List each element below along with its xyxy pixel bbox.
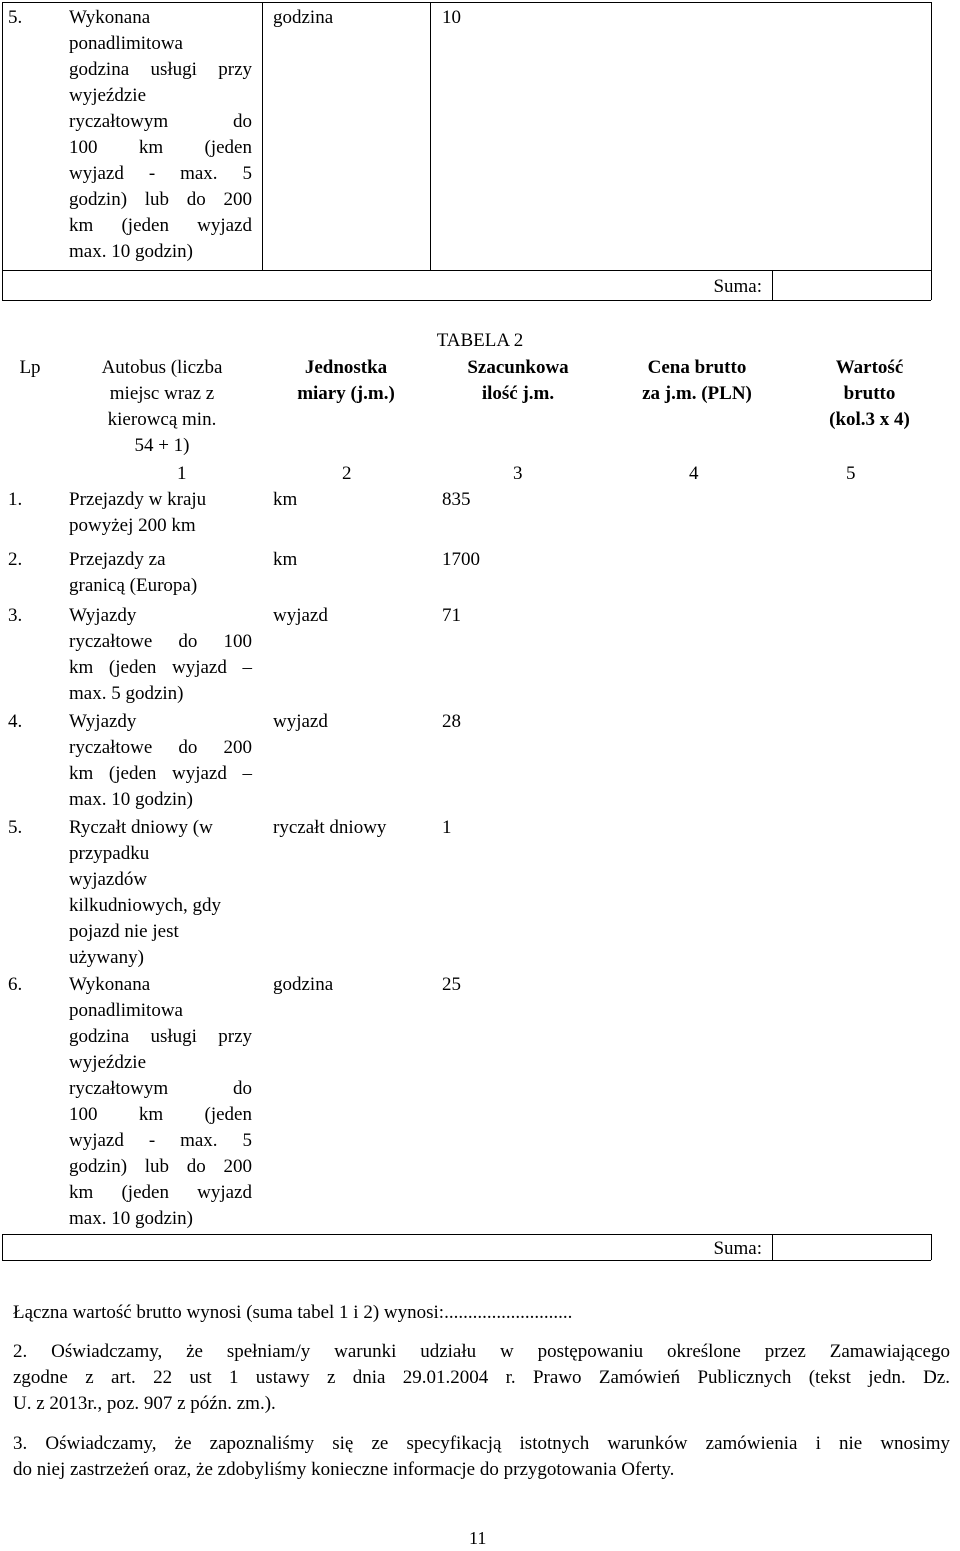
top-row-quantity: 10 [442, 7, 461, 28]
header-value: Wartość brutto (kol.3 x 4) [829, 357, 910, 430]
top-row-unit: godzina [273, 7, 334, 28]
row-1-quantity: 835 [442, 489, 471, 510]
table-2-sum-label: Suma: [713, 1238, 762, 1259]
row-2-quantity: 1700 [442, 549, 480, 570]
row-6-unit: godzina [273, 974, 334, 995]
row-3-unit: wyjazd [273, 605, 328, 626]
row-2-unit: km [273, 549, 298, 570]
column-number-2: 2 [342, 463, 352, 484]
row-3-number: 3. [8, 605, 23, 626]
row-2-description: Przejazdy za granicą (Europa) [69, 549, 198, 596]
total-value-line: Łączna wartość brutto wynosi (suma tabel 1 i 2) wynosi:........................... [13, 1302, 573, 1323]
row-4-quantity: 28 [442, 711, 461, 732]
header-lp: Lp [19, 357, 41, 378]
declaration-3: 3. Oświadczamy, że zapoznaliśmy się ze specyfikacją istotnych warunków zamówienia i nie wnosimy do niej zastrzeżeń oraz, że zdobyliśmy konieczne informacje do przygotowania Oferty. [13, 1433, 950, 1480]
top-sum-label: Suma: [713, 276, 762, 297]
header-vehicle: Autobus (liczba miejsc wraz z kierowcą min. 54 + 1) [101, 357, 223, 456]
column-number-3: 3 [513, 463, 523, 484]
row-3-quantity: 71 [442, 605, 461, 626]
row-5-unit: ryczałt dniowy [273, 817, 387, 838]
row-5-description: Ryczałt dniowy (w przypadku wyjazdów kilkudniowych, gdy pojazd nie jest używany) [69, 817, 221, 968]
row-3-description: Wyjazdy ryczałtowe do 100 km (jeden wyjazd – max. 5 godzin) [69, 605, 252, 704]
top-row-description: Wykonana ponadlimitowa godzina usługi przy wyjeździe ryczałtowym do 100 km (jeden wyjazd - max. 5 godzin) lub do 200 km (jeden wyjazd max. 10 godzin) [69, 7, 252, 262]
row-6-quantity: 25 [442, 974, 461, 995]
row-6-description: Wykonana ponadlimitowa godzina usługi przy wyjeździe ryczałtowym do 100 km (jeden wyjazd - max. 5 godzin) lub do 200 km (jeden wyjazd max. 10 godzin) [69, 974, 252, 1229]
row-6-number: 6. [8, 974, 23, 995]
column-number-4: 4 [689, 463, 699, 484]
row-2-number: 2. [8, 549, 23, 570]
row-5-number: 5. [8, 817, 23, 838]
declaration-2: 2. Oświadczamy, że spełniam/y warunki udziału w postępowaniu określone przez Zamawiającego zgodne z art. 22 ust 1 ustawy z dnia 29.01.2004 r. Prawo Zamówień Publicznych (tekst jedn. Dz. U. z 2013r., poz. 907 z późn. zm.). [13, 1341, 950, 1414]
row-1-unit: km [273, 489, 298, 510]
page-number: 11 [469, 1528, 487, 1548]
row-5-quantity: 1 [442, 817, 452, 838]
top-row-number: 5. [8, 7, 23, 28]
column-number-5: 5 [846, 463, 856, 484]
row-4-description: Wyjazdy ryczałtowe do 200 km (jeden wyjazd – max. 10 godzin) [69, 711, 252, 810]
row-4-number: 4. [8, 711, 23, 732]
header-price: Cena brutto za j.m. (PLN) [642, 357, 752, 404]
header-unit: Jednostka miary (j.m.) [297, 357, 395, 404]
table-caption: TABELA 2 [436, 330, 524, 351]
column-number-1: 1 [177, 463, 187, 484]
row-1-number: 1. [8, 489, 23, 510]
row-4-unit: wyjazd [273, 711, 328, 732]
row-1-description: Przejazdy w kraju powyżej 200 km [69, 489, 207, 536]
header-quantity: Szacunkowa ilość j.m. [467, 357, 569, 404]
